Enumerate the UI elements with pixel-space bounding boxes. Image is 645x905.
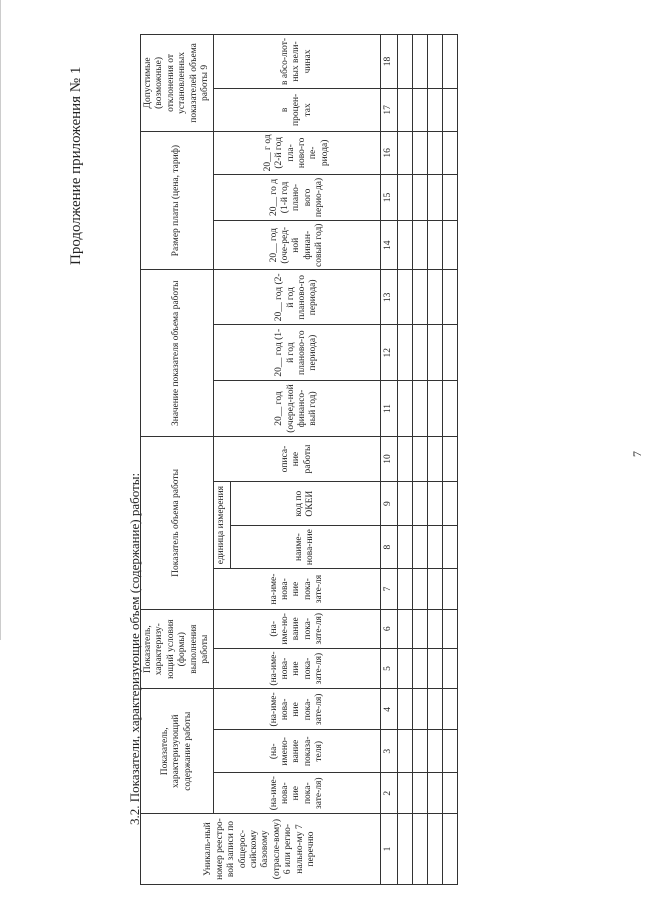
header-value-2: 20__ год (1-й год планово-го периода) (214, 325, 380, 381)
header-price-2: 20__ го д (1-й год плано-вого перио-да) (214, 174, 380, 220)
column-number: 9 (380, 482, 397, 526)
header-unit-name: наиме-нова-ние (230, 526, 380, 569)
section-intro: 3.2. Показатели, характеризующие объем (содержание) работы: (127, 472, 142, 825)
column-number: 8 (380, 526, 397, 569)
header-value-group: Значение показателя объема работы (141, 270, 214, 437)
header-deviation-abs: в абсо-лют-ных вели-чинах (214, 35, 380, 89)
header-conditions-group: Показатель, характеризу-ющий условия (формы) выполнения работы (141, 609, 214, 689)
column-number: 1 (380, 814, 397, 885)
column-number: 2 (380, 773, 397, 814)
column-number: 10 (380, 436, 397, 481)
header-registry: Уникаль-ный номер реестро-вой записи по общерос-сийскому базовому (отрасле-вому) 6 или регио-нально-му 7 перечню (141, 814, 381, 885)
header-row-1 (141, 35, 214, 885)
column-number: 12 (380, 325, 397, 381)
header-deviation-pct: в процен-тах (214, 88, 380, 131)
header-value-1: 20__ год (очеред-ной финансо-вый год) (214, 381, 380, 437)
header-conditions-1: (на-име-нова-ние пока-зате-ля) (214, 648, 380, 689)
column-number: 13 (380, 270, 397, 325)
column-number: 18 (380, 35, 397, 89)
column-number: 5 (380, 648, 397, 689)
header-price-1: 20__ год (оче-ред-ной финан-совый год) (214, 221, 380, 270)
header-deviation-group: Допустимые (возможные) отклонения от установленных показателей объема работы 9 (141, 35, 214, 132)
page-number: 7 (630, 451, 644, 457)
header-content-3: (на-име-нова-ние пока-зате-ля) (214, 689, 380, 730)
table-row (442, 35, 457, 885)
table-row (412, 35, 427, 885)
header-content-group: Показатель, характеризующий содержание работы (141, 689, 214, 814)
column-number: 11 (380, 381, 397, 437)
column-number: 6 (380, 609, 397, 648)
header-volume-name: на-име-нова-ние пока-зате-ля (214, 569, 380, 610)
table-row (427, 35, 442, 885)
header-content-2: (на-имено-вание показа-теля) (214, 730, 380, 773)
header-value-3: 20__ год (2-й год планово-го периода) (214, 270, 380, 325)
column-number: 16 (380, 131, 397, 174)
header-row-2 (214, 35, 230, 885)
header-price-3: 20__ г од (2-й год пла-ново-го пе-риода) (214, 131, 380, 174)
header-price-group: Размер платы (цена, тариф) (141, 131, 214, 270)
column-number: 7 (380, 569, 397, 610)
column-number: 14 (380, 221, 397, 270)
column-number: 4 (380, 689, 397, 730)
header-content-1: (на-име-нова-ние пока-зате-ля) (214, 773, 380, 814)
header-description: описа-ние работы (214, 436, 380, 481)
work-volume-table (140, 34, 458, 885)
header-conditions-2: (на-име-но-вание пока-зате-ля) (214, 609, 380, 648)
header-unit-group: единица измерения (214, 482, 230, 569)
table-row (397, 35, 412, 885)
column-number: 3 (380, 730, 397, 773)
header-unit-code: код по ОКЕИ (230, 482, 380, 526)
header-volume-group: Показатель объема работы (141, 436, 214, 609)
column-number: 15 (380, 174, 397, 220)
column-number: 17 (380, 88, 397, 131)
column-number-row (380, 35, 397, 885)
appendix-continuation: Продолжение приложения № 1 (68, 66, 84, 265)
